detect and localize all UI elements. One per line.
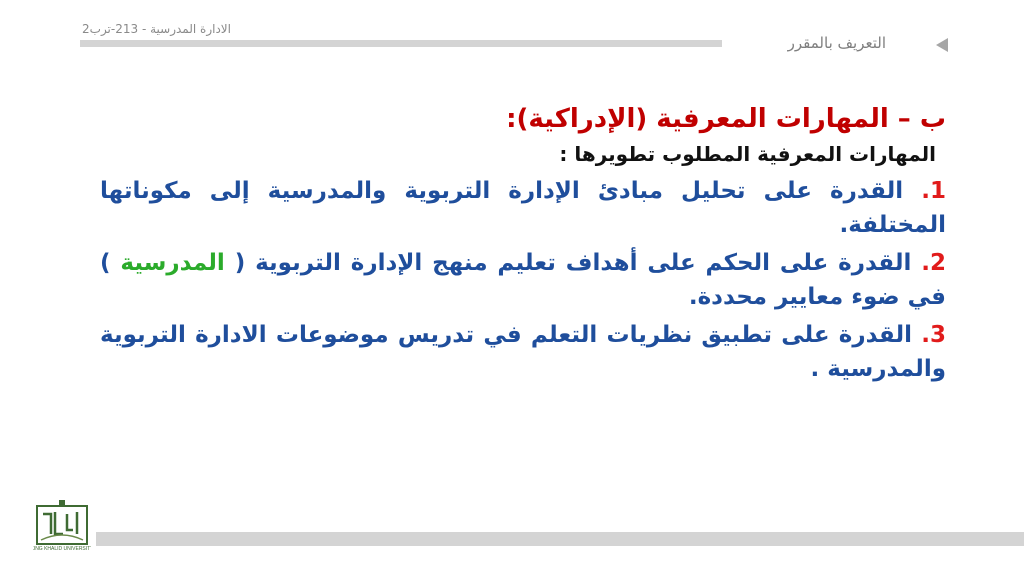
item-number: 3.: [921, 322, 946, 348]
slide-subheading: المهارات المعرفية المطلوب تطويرها :: [559, 142, 936, 166]
header-caption: الادارة المدرسية - 213-ترب2: [82, 22, 231, 36]
slide-heading: ب – المهارات المعرفية (الإدراكية):: [506, 104, 946, 134]
list-item-1: [100, 174, 946, 242]
list-item-2: [100, 246, 946, 314]
section-title: التعريف بالمقرر: [787, 34, 886, 52]
item-text: القدرة على تحليل مبادئ الإدارة التربوية والمدرسية إلى مكوناتها المختلفة.: [100, 178, 946, 238]
item-number: 2.: [921, 250, 946, 276]
item-text: القدرة على الحكم على أهداف تعليم منهج الإدارة التربوية (: [234, 250, 912, 276]
footer-divider: [96, 532, 1024, 546]
list-item-3: [100, 318, 946, 386]
item-number: 1.: [921, 178, 946, 204]
logo-caption: KING KHALID UNIVERSITY: [33, 546, 91, 552]
item-text: ) في ضوء معايير محددة.: [100, 250, 946, 310]
university-logo-icon: [33, 500, 91, 552]
header-divider: [80, 40, 722, 47]
back-arrow-icon[interactable]: [936, 38, 948, 52]
item-text: القدرة على تطبيق نظريات التعلم في تدريس موضوعات الادارة التربوية والمدرسية .: [100, 322, 946, 382]
item-highlight: المدرسية: [120, 250, 225, 276]
slide-content: [100, 100, 946, 390]
